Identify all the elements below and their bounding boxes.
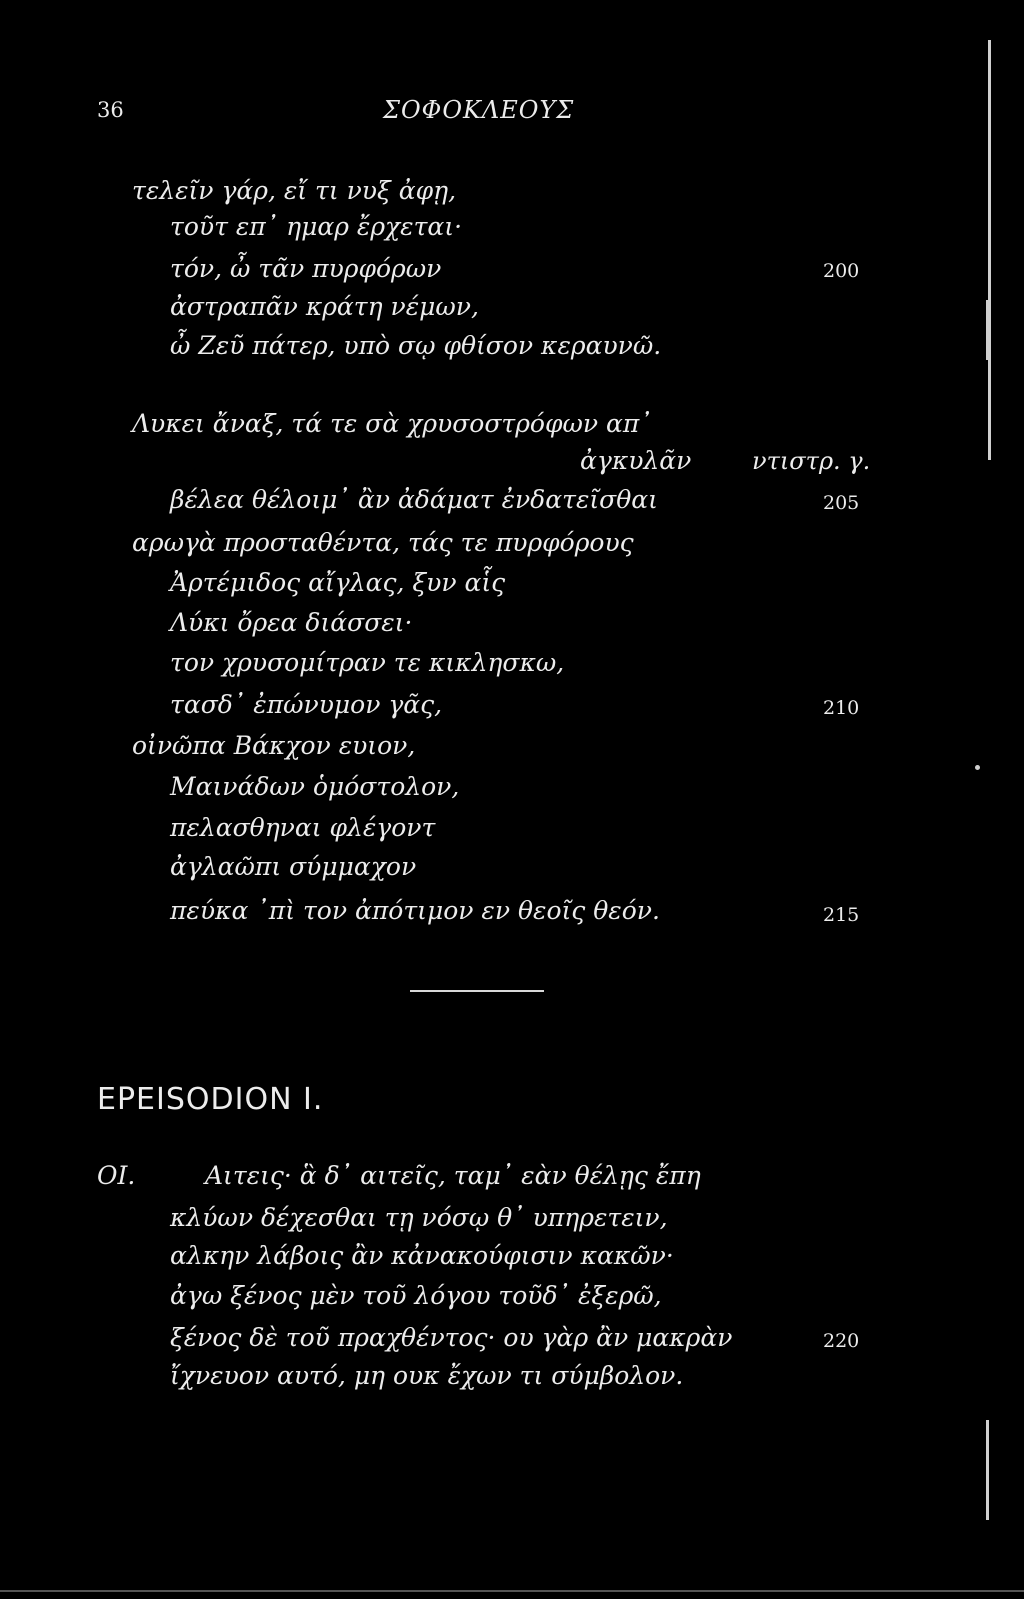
verse-line: τόν, ὦ τᾶν πυρφόρων (170, 254, 442, 283)
scan-dot (975, 765, 980, 770)
verse-line: ἀστραπᾶν κράτη νέμων, (170, 292, 479, 321)
verse-line: ἀγκυλᾶν (580, 446, 692, 475)
dialogue-line: ἴχνευον αυτό, μη ουκ ἔχων τι σύμβολον. (170, 1361, 684, 1390)
line-number-205: 205 (823, 492, 860, 514)
verse-line: πελασθηναι φλέγοντ (170, 813, 436, 842)
verse-line: Μαινάδων ὁμόστολον, (170, 772, 460, 801)
line-number-200: 200 (823, 260, 860, 282)
verse-line: βέλεα θέλοιμ᾽ ἂν ἀδάματ ἐνδατεῖσθαι (170, 485, 658, 514)
verse-line: πεύκα ᾽πὶ τον ἀπότιμον εν θεοῖς θεόν. (170, 896, 660, 925)
verse-line: ὦ Ζεῦ πάτερ, υπὸ σῳ φθίσον κεραυνῶ. (170, 331, 662, 360)
line-number-215: 215 (823, 904, 860, 926)
speaker-label: ΟΙ. (97, 1161, 136, 1190)
verse-line: Λυκει ἄναξ, τά τε σὰ χρυσοστρόφων απ᾽ (132, 409, 652, 438)
verse-line: αρωγὰ προσταθέντα, τάς τε πυρφόρους (132, 528, 634, 557)
dialogue-line: Αιτεις· ἃ δ᾽ αιτεῖς, ταμ᾽ εὰν θέλῃς ἔπη (205, 1161, 701, 1190)
scan-edge-mark (986, 300, 991, 360)
section-heading: EPEISODION I. (97, 1082, 324, 1117)
dialogue-line: ξένος δὲ τοῦ πραχθέντος· ου γὰρ ἂν μακρὰν (170, 1323, 733, 1352)
verse-line: τασδ᾽ ἐπώνυμον γᾶς, (170, 690, 443, 719)
verse-line: τοῦτ επ᾽ ημαρ ἔρχεται· (170, 212, 463, 241)
section-divider (410, 990, 544, 992)
page-number: 36 (97, 98, 124, 122)
strophe-note: ντιστρ. γ. (752, 447, 871, 475)
verse-line: Λύκι ὄρεα διάσσει· (170, 608, 413, 637)
dialogue-line: ἀγω ξένος μὲν τοῦ λόγου τοῦδ᾽ ἐξερῶ, (170, 1281, 662, 1310)
line-number-210: 210 (823, 697, 860, 719)
scan-edge-mark (986, 1420, 989, 1520)
line-number-220: 220 (823, 1330, 860, 1352)
dialogue-line: κλύων δέχεσθαι τῃ νόσῳ θ᾽ υπηρετειν, (170, 1203, 668, 1232)
verse-line: ἀγλαῶπι σύμμαχον (170, 852, 417, 881)
dialogue-line: αλκην λάβοις ἂν κἀνακούφισιν κακῶν· (170, 1241, 674, 1270)
scan-bottom-edge (0, 1590, 1024, 1592)
verse-line: Ἀρτέμιδος αἴγλας, ξυν αἷς (170, 568, 506, 597)
verse-line: τον χρυσομίτραν τε κικλησκω, (170, 648, 565, 677)
running-title: ΣΟΦΟΚΛΕΟΥΣ (383, 96, 575, 124)
verse-line: τελεῖν γάρ, εἴ τι νυξ ἀφῃ, (132, 176, 457, 205)
scan-edge-mark (988, 40, 991, 460)
verse-line: οἰνῶπα Βάκχον ευιον, (132, 731, 416, 760)
